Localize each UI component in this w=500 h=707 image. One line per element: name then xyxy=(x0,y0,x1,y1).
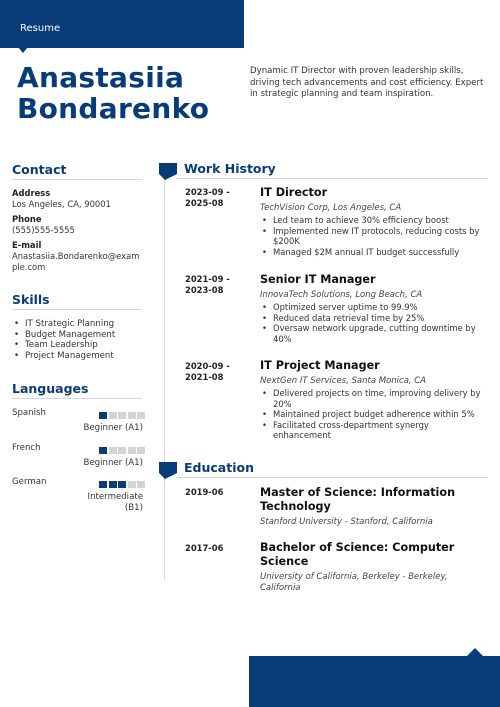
rating-square-empty xyxy=(118,412,126,419)
phone-label: Phone xyxy=(12,214,42,224)
job-bullets xyxy=(260,388,486,441)
job-bullet: • Maintained project budget adherence within 5% xyxy=(260,409,486,420)
rating-square-empty xyxy=(128,412,136,419)
skill-item: • IT Strategic Planning xyxy=(12,319,142,330)
last-name: Bondarenko xyxy=(17,92,210,125)
language-level: Beginner (A1) xyxy=(83,423,143,433)
language-rating-bar xyxy=(99,412,145,419)
skill-item: • Team Leadership xyxy=(12,340,142,351)
languages-title: Languages xyxy=(12,381,89,396)
footer-block xyxy=(249,656,500,707)
skills-list xyxy=(12,319,142,361)
job-bullet: • Facilitated cross-department synergy enhancement xyxy=(260,420,486,441)
rating-square-filled xyxy=(99,481,107,488)
job-bullet: • Reduced data retrieval time by 25% xyxy=(260,313,486,324)
job-end-date: 2025-08 xyxy=(185,198,224,208)
rating-square-empty xyxy=(137,481,145,488)
education-title: Education xyxy=(184,460,254,475)
job-entry xyxy=(260,186,486,257)
skills-section xyxy=(12,292,142,361)
job-end-date: 2021-08 xyxy=(185,372,224,382)
job-dates xyxy=(185,187,230,209)
work-history-rule xyxy=(176,178,488,179)
first-name: Anastasiia xyxy=(17,61,185,94)
job-entry xyxy=(260,359,486,441)
footer-notch xyxy=(467,648,483,656)
header-notch xyxy=(18,47,28,53)
job-bullet: • Managed $2M annual IT budget successfully xyxy=(260,247,486,258)
language-level: Intermediate (B1) xyxy=(87,492,143,513)
address-label: Address xyxy=(12,188,51,198)
languages-rule xyxy=(12,398,142,399)
contact-section xyxy=(12,162,142,272)
work-history-title: Work History xyxy=(184,161,276,176)
job-company: InnovaTech Solutions, Long Beach, CA xyxy=(260,290,423,300)
rating-square-empty xyxy=(109,412,117,419)
job-bullet: • Implemented new IT protocols, reducing costs by $200K xyxy=(260,226,486,247)
job-bullets xyxy=(260,215,486,257)
job-title: IT Project Manager xyxy=(260,359,380,372)
rating-square-filled xyxy=(99,412,107,419)
email-label: E-mail xyxy=(12,240,42,250)
rating-square-empty xyxy=(137,447,145,454)
language-rating-bar xyxy=(99,447,145,454)
job-title: Senior IT Manager xyxy=(260,273,376,286)
language-level: Beginner (A1) xyxy=(83,458,143,468)
candidate-name xyxy=(17,62,209,124)
language-rating-bar xyxy=(99,481,145,488)
contact-rule xyxy=(12,179,142,180)
phone-value: (555)555-5555 xyxy=(12,225,75,235)
rating-square-empty xyxy=(128,481,136,488)
job-company: NextGen IT Services, Santa Monica, CA xyxy=(260,376,427,386)
education-entry xyxy=(260,541,486,594)
education-entry xyxy=(260,486,486,528)
skill-item: • Budget Management xyxy=(12,330,142,341)
job-bullet: • Oversaw network upgrade, cutting downtime by 40% xyxy=(260,323,486,344)
rating-square-empty xyxy=(109,447,117,454)
job-bullet: • Led team to achieve 30% efficiency boost xyxy=(260,215,486,226)
languages-section xyxy=(12,381,142,396)
education-rule xyxy=(176,477,488,478)
education-flag-icon xyxy=(159,462,177,479)
job-end-date: 2023-08 xyxy=(185,285,224,295)
degree-title: Bachelor of Science: Computer Science xyxy=(260,541,455,568)
resume-header-bar xyxy=(0,0,244,48)
skills-rule xyxy=(12,309,142,310)
language-name: Spanish xyxy=(12,408,46,418)
job-start-date: 2021-09 - xyxy=(185,274,230,284)
resume-label: Resume xyxy=(20,23,61,34)
degree-title: Master of Science: Information Technology xyxy=(260,486,456,513)
contact-title: Contact xyxy=(12,162,67,177)
profile-summary: Dynamic IT Director with proven leadership skills, driving tech advancements and cost efficiency. Expert in strategic planning and team inspiration. xyxy=(250,66,484,100)
rating-square-filled xyxy=(99,447,107,454)
rating-square-empty xyxy=(137,412,145,419)
school-name: University of California, Berkeley - Berkeley, California xyxy=(260,572,448,593)
job-entry xyxy=(260,273,486,344)
education-year: 2017-06 xyxy=(185,543,224,553)
job-title: IT Director xyxy=(260,186,328,199)
job-start-date: 2020-09 - xyxy=(185,361,230,371)
rating-square-filled xyxy=(118,481,126,488)
job-company: TechVision Corp, Los Angeles, CA xyxy=(260,203,402,213)
language-name: German xyxy=(12,477,47,487)
job-start-date: 2023-09 - xyxy=(185,187,230,197)
skills-title: Skills xyxy=(12,292,50,307)
language-name: French xyxy=(12,443,41,453)
job-bullets xyxy=(260,302,486,344)
job-bullet: • Delivered projects on time, improving delivery by 20% xyxy=(260,388,486,409)
rating-square-empty xyxy=(128,447,136,454)
school-name: Stanford University - Stanford, California xyxy=(260,517,433,527)
education-year: 2019-06 xyxy=(185,487,224,497)
job-dates xyxy=(185,274,230,296)
job-bullet: • Optimized server uptime to 99.9% xyxy=(260,302,486,313)
address-value: Los Angeles, CA, 90001 xyxy=(12,199,111,209)
skill-item: • Project Management xyxy=(12,351,142,362)
rating-square-empty xyxy=(118,447,126,454)
work-history-flag-icon xyxy=(159,163,177,180)
email-value: Anastasiia.Bondarenko@example.com xyxy=(12,251,140,272)
timeline-line xyxy=(164,178,165,580)
job-dates xyxy=(185,361,230,383)
rating-square-filled xyxy=(109,481,117,488)
